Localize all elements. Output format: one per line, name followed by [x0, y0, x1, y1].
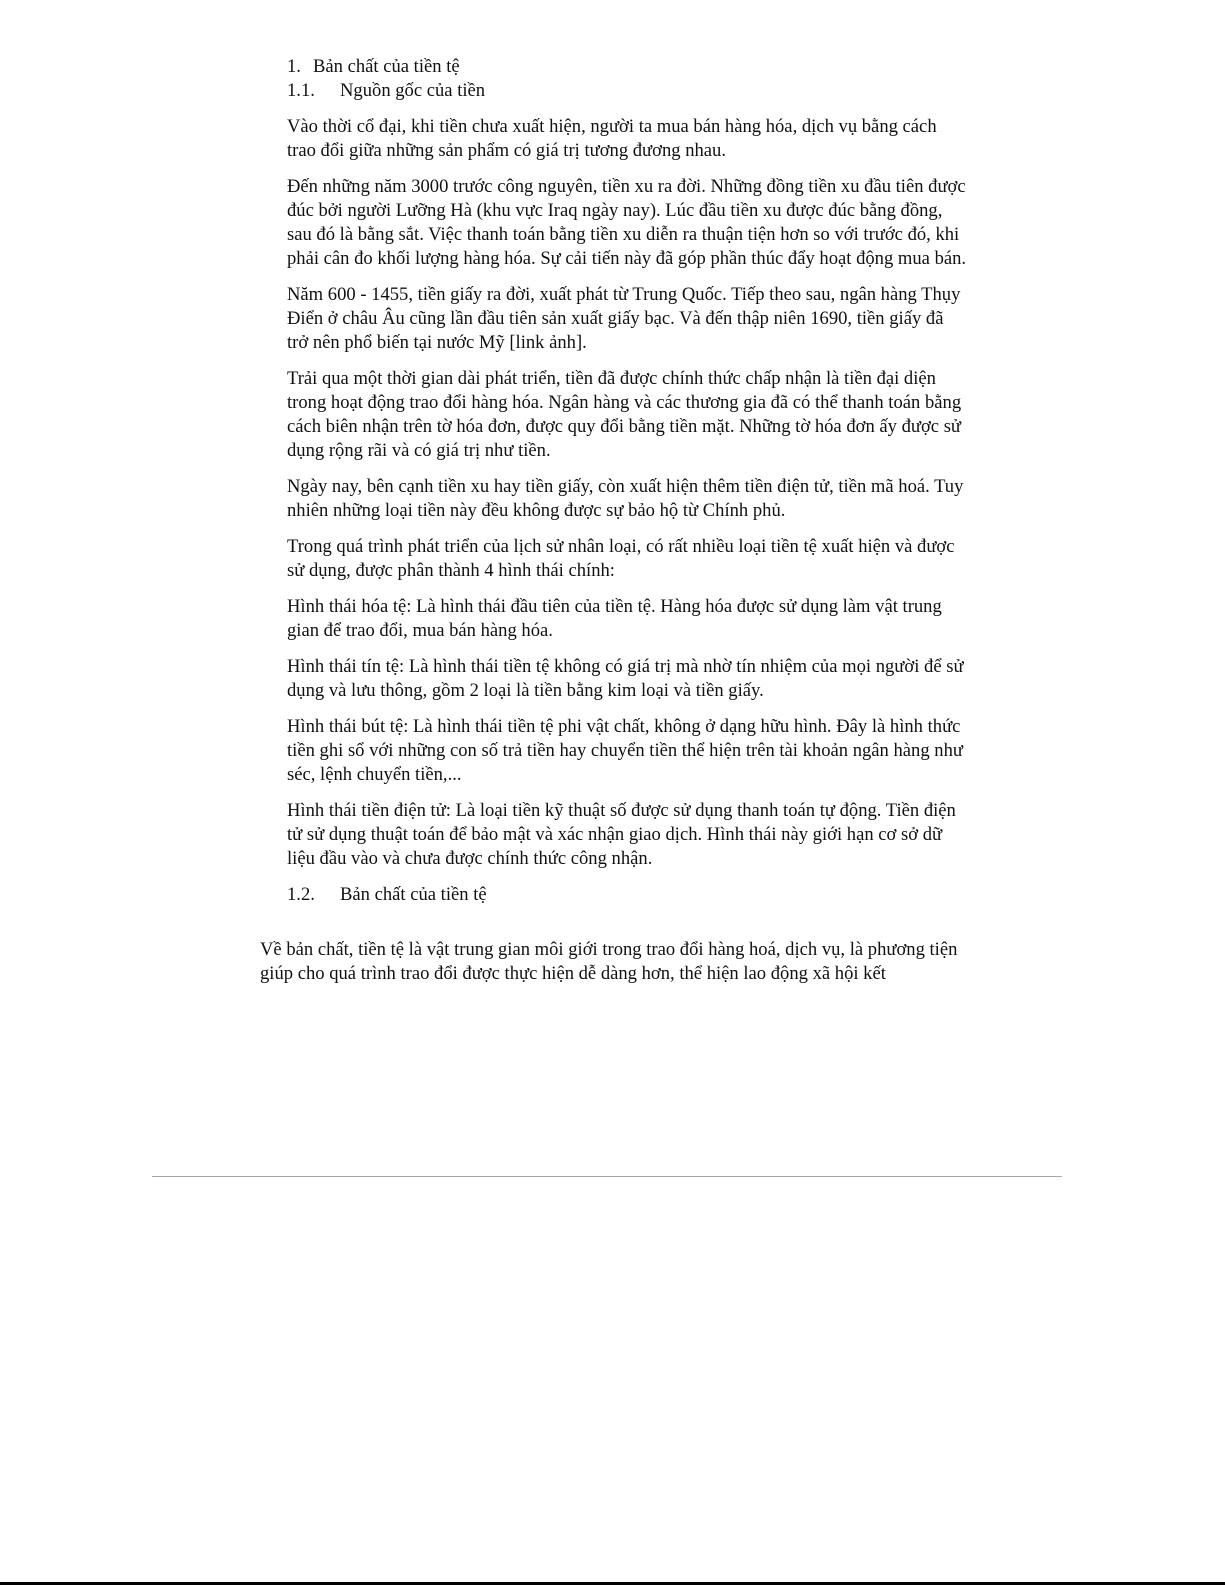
- closing-paragraph: Về bản chất, tiền tệ là vật trung gian môi giới trong trao đổi hàng hoá, dịch vụ, là phương tiện giúp cho quá trình trao đổi được thực hiện dễ dàng hơn, thể hiện lao động xã hội kết: [260, 939, 958, 984]
- paragraph: Trải qua một thời gian dài phát triển, tiền đã được chính thức chấp nhận là tiền đại diện trong hoạt động trao đổi hàng hóa. Ngân hàng và các thương gia đã có thể thanh toán bằng cách biên nhận trên tờ hóa đơn, được quy đổi bằng tiền mặt. Những tờ hóa đơn ấy được sử dụng rộng rãi và có giá trị như tiền.: [287, 368, 962, 461]
- document-content: [287, 55, 967, 907]
- paragraph: Trong quá trình phát triển của lịch sử nhân loại, có rất nhiều loại tiền tệ xuất hiện và được sử dụng, được phân thành 4 hình thái chính:: [287, 536, 955, 581]
- section-title: Bản chất của tiền tệ: [313, 56, 460, 77]
- section-number: 1.: [287, 56, 301, 77]
- paragraph: Ngày nay, bên cạnh tiền xu hay tiền giấy, còn xuất hiện thêm tiền điện tử, tiền mã hoá. Tuy nhiên những loại tiền này đều không được sự bảo hộ từ Chính phủ.: [287, 476, 964, 521]
- section-heading: [287, 55, 967, 79]
- paragraph: Năm 600 - 1455, tiền giấy ra đời, xuất phát từ Trung Quốc. Tiếp theo sau, ngân hàng Thụy Điển ở châu Âu cũng lần đầu tiên sản xuất giấy bạc. Và đến thập niên 1690, tiền giấy đã trở nên phổ biến tại nước Mỹ [link ảnh].: [287, 284, 961, 353]
- subsection-number: 1.2.: [287, 884, 315, 905]
- paragraph: Hình thái bút tệ: Là hình thái tiền tệ phi vật chất, không ở dạng hữu hình. Đây là hình thức tiền ghi sổ với những con số trả tiền hay chuyển tiền thể hiện trên tài khoản ngân hàng như séc, lệnh chuyển tiền,...: [287, 716, 963, 785]
- paragraph: Vào thời cổ đại, khi tiền chưa xuất hiện, người ta mua bán hàng hóa, dịch vụ bằng cách trao đổi giữa những sản phẩm có giá trị tương đương nhau.: [287, 116, 937, 161]
- paragraph: Hình thái tín tệ: Là hình thái tiền tệ không có giá trị mà nhờ tín nhiệm của mọi người để sử dụng và lưu thông, gồm 2 loại là tiền bằng kim loại và tiền giấy.: [287, 656, 964, 701]
- subsection-number: 1.1.: [287, 80, 315, 101]
- paragraph: Hình thái tiền điện tử: Là loại tiền kỹ thuật số được sử dụng thanh toán tự động. Tiền điện tử sử dụng thuật toán để bảo mật và xác nhận giao dịch. Hình thái này giới hạn cơ sở dữ liệu đầu vào và chưa được chính thức công nhận.: [287, 800, 956, 869]
- subsection-heading: [287, 883, 967, 907]
- subsection-title: Bản chất của tiền tệ: [340, 884, 487, 905]
- subsection-title: Nguồn gốc của tiền: [340, 80, 486, 101]
- subsection-heading: [287, 79, 967, 103]
- paragraph: Hình thái hóa tệ: Là hình thái đầu tiên của tiền tệ. Hàng hóa được sử dụng làm vật trung gian để trao đổi, mua bán hàng hóa.: [287, 596, 942, 641]
- page-break-divider: [152, 1176, 1062, 1177]
- paragraph: Đến những năm 3000 trước công nguyên, tiền xu ra đời. Những đồng tiền xu đầu tiên được đúc bởi người Lưỡng Hà (khu vực Iraq ngày nay). Lúc đầu tiền xu được đúc bằng đồng, sau đó là bằng sắt. Việc thanh toán bằng tiền xu diễn ra thuận tiện hơn so với trước đó, khi phải cân đo khối lượng hàng hóa. Sự cải tiến này đã góp phần thúc đẩy hoạt động mua bán.: [287, 176, 967, 269]
